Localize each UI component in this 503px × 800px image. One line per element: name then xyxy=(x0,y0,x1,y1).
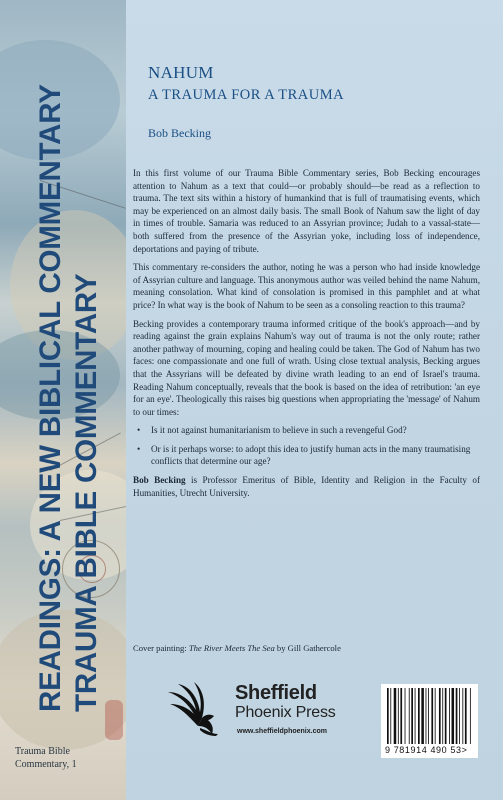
series-title-line-1: READINGS: A NEW BIBLICAL COMMENTARY xyxy=(34,84,67,712)
book-subtitle: A TRAUMA FOR A TRAUMA xyxy=(148,87,345,103)
blurb-text xyxy=(133,167,480,505)
list-item: • Or is it perhaps worse: to adopt this idea to justify human acts in the many traumatising conflicts that determine our age? xyxy=(137,443,471,467)
isbn-number: 9 781914 490 53> xyxy=(385,745,468,755)
list-item: • Is it not against humanitarianism to believe in such a revengeful God? xyxy=(137,425,407,436)
author-bio: Bob Becking is Professor Emeritus of Bible, Identity and Religion in the Faculty of Humanities, Utrecht University. xyxy=(133,475,480,498)
barcode-bars xyxy=(387,688,472,744)
question-list xyxy=(133,424,480,468)
blurb-paragraph-2: This commentary re-considers the author, noting he was a person who had inside knowledge of Assyrian culture and language. This anonymous author was veiled behind the name Nahum, meaning consolation. What kind of consolation is promised in this pamphlet and at what price? In what way is the book of Nahum to be seen as a consoling reaction to this trauma? xyxy=(133,262,480,310)
series-volume-label: Trauma Bible Commentary, 1 xyxy=(15,746,77,770)
publisher-name: Sheffield xyxy=(235,682,317,704)
book-title: NAHUM xyxy=(148,63,214,82)
publisher-name-2: Phoenix Press xyxy=(235,704,336,721)
series-title-vertical xyxy=(0,0,126,800)
blurb-paragraph-1: In this first volume of our Trauma Bible Commentary series, Bob Becking encourages attention to Nahum as a text that could—or probably should—be read as a reflection to trauma. The text sits within a history of humankind that is full of traumatising events, which may be experienced on an almost daily basis. The small Book of Nahum saw the light of day in times of trouble. Samaria was reduced to an Assyrian province; Judah to a vassal-state—both suffered from the presence of the Assyrian yoke, including loss of independence, deportations and paying of tribute. xyxy=(133,168,480,254)
series-title-line-2: TRAUMA BIBLE COMMENTARY xyxy=(70,273,103,712)
cover-painting-strip xyxy=(0,0,126,800)
cover-painting-credit: Cover painting: The River Meets The Sea by Gill Gathercole xyxy=(133,643,341,653)
publisher-url: www.sheffieldphoenix.com xyxy=(237,728,327,735)
blurb-paragraph-3: Becking provides a contemporary trauma informed critique of the book's approach—and by reading against the grain explains Nahum's way out of trauma is not the only route; rather another pathway of mourning, coping and healing could be taken. The God of Nahum has two faces: one compassionate and one full of wrath. Using close textual analysis, Becking argues that the Assyrians will be defeated by divine wrath leading to an end of Israel's trauma. Reading Nahum conceptually, reveals that the book is based on the idea of retribution: 'an eye for an eye'. Theologically this raises big questions when appropriating the 'message' of Nahum to our times: xyxy=(133,318,480,417)
book-author: Bob Becking xyxy=(148,126,211,140)
isbn-barcode xyxy=(381,684,478,758)
